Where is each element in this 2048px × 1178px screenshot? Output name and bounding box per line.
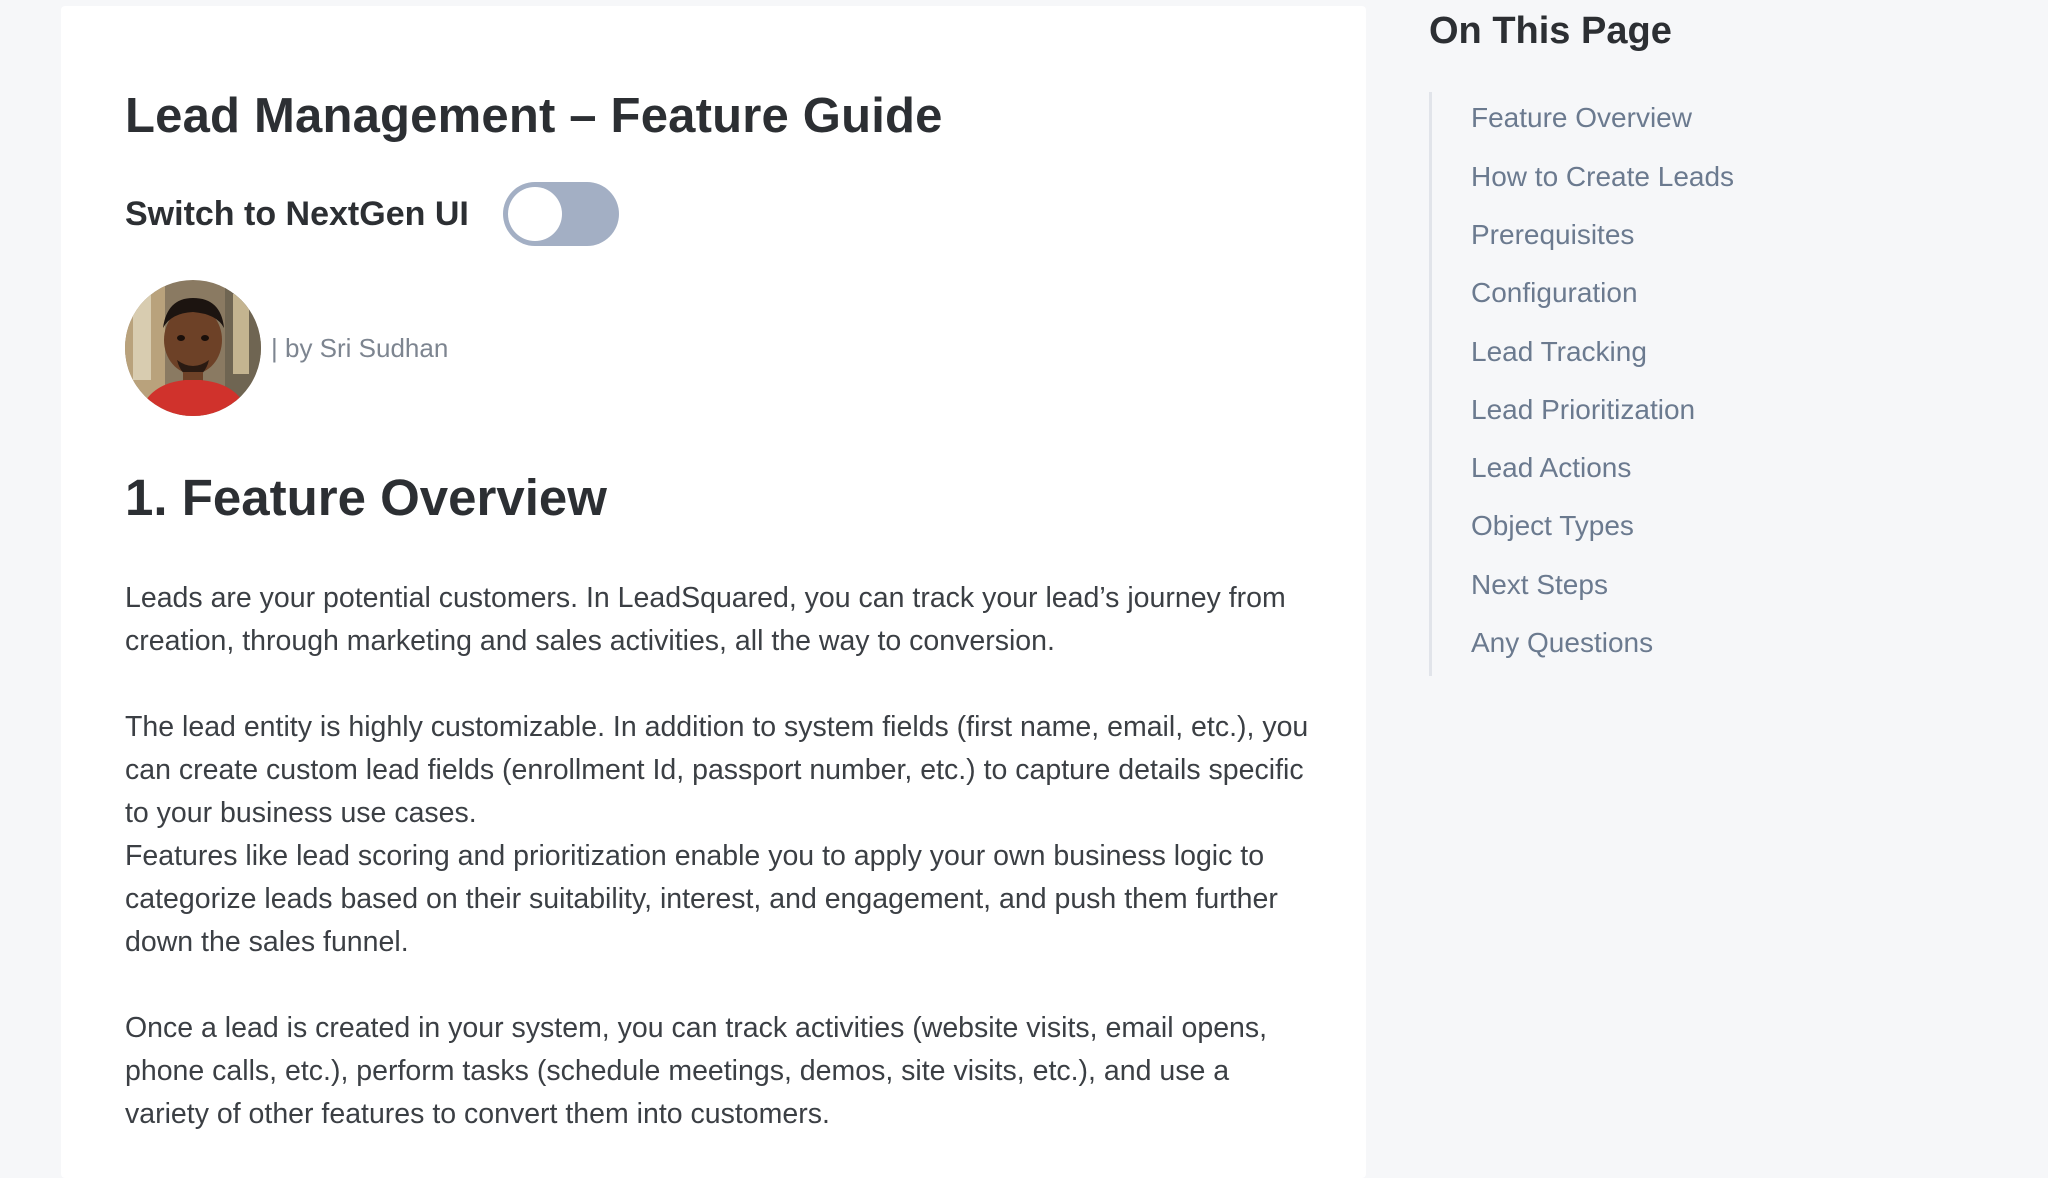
author-byline: | by Sri Sudhan (271, 332, 449, 363)
page-title: Lead Management – Feature Guide (125, 89, 943, 143)
toggle-label: Switch to NextGen UI (125, 194, 469, 233)
toggle-knob (508, 187, 562, 241)
article-card (61, 6, 1366, 1178)
nextgen-toggle-row (125, 182, 619, 246)
paragraph: Features like lead scoring and prioritization enable you to apply your own business logic to categorize leads based on their suitability, interest, and engagement, and push them further down the sales funnel. (125, 840, 1278, 958)
avatar (125, 280, 261, 416)
paragraph: The lead entity is highly customizable. In addition to system fields (first name, email, etc.), you can create custom lead fields (enrollment Id, passport number, etc.) to capture details specific to your business use cases. (125, 711, 1309, 829)
author-row (125, 280, 448, 416)
author-photo (125, 280, 261, 416)
paragraph: Once a lead is created in your system, you can track activities (website visits, email opens, phone calls, etc.), perform tasks (schedule meetings, demos, site visits, etc.), and use a variety of other features to convert them into customers. (125, 1012, 1268, 1130)
toc-list (1429, 92, 1932, 676)
toc-link-any-questions[interactable]: Any Questions (1471, 627, 1654, 658)
toc-link-prerequisites[interactable]: Prerequisites (1471, 219, 1635, 250)
nextgen-ui-toggle[interactable] (503, 182, 619, 246)
toc-link-next-steps[interactable]: Next Steps (1471, 569, 1608, 600)
toc-link-configuration[interactable]: Configuration (1471, 277, 1638, 308)
paragraph: Leads are your potential customers. In LeadSquared, you can track your lead’s journey from creation, through marketing and sales activities, all the way to conversion. (125, 582, 1286, 657)
toc-link-feature-overview[interactable]: Feature Overview (1471, 102, 1692, 133)
toc-link-lead-tracking[interactable]: Lead Tracking (1471, 336, 1647, 367)
toc-link-object-types[interactable]: Object Types (1471, 510, 1634, 541)
toc-title: On This Page (1429, 10, 1672, 52)
toc-link-how-to-create-leads[interactable]: How to Create Leads (1471, 161, 1735, 192)
section-heading: 1. Feature Overview (125, 469, 607, 526)
toc-link-lead-prioritization[interactable]: Lead Prioritization (1471, 394, 1696, 425)
toc-link-lead-actions[interactable]: Lead Actions (1471, 452, 1632, 483)
